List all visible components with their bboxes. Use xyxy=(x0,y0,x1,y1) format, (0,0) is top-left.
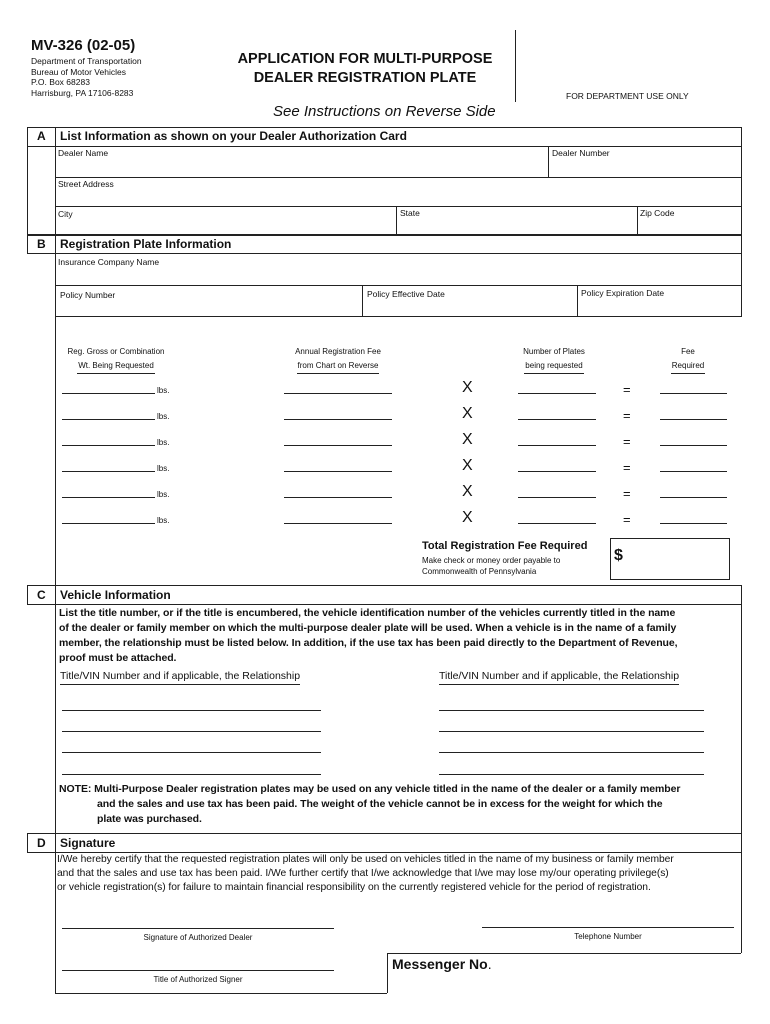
insurance-company-field[interactable] xyxy=(56,255,741,284)
policy-expiration-field[interactable] xyxy=(578,286,741,315)
section-d-divider xyxy=(55,833,56,993)
multiply-sign: X xyxy=(462,457,473,474)
equals-sign: = xyxy=(623,408,631,423)
annual-fee-input[interactable] xyxy=(284,471,392,472)
plates-input[interactable] xyxy=(518,497,596,498)
right-border xyxy=(741,605,742,834)
signer-title-line[interactable] xyxy=(62,970,334,971)
street-address-field[interactable] xyxy=(56,178,741,206)
section-d-title: Signature xyxy=(60,836,116,850)
plates-column-header xyxy=(506,345,602,374)
cert-line: or vehicle registration(s) for failure to maintain financial responsibility on the currently registered vehicle for the period of registration. xyxy=(57,882,651,893)
dealer-signature-line[interactable] xyxy=(62,928,334,929)
dept-line: Department of Transportation xyxy=(31,56,142,66)
fee-required-input[interactable] xyxy=(660,471,727,472)
policy-expiration-label: Policy Expiration Date xyxy=(581,288,665,298)
fee-required-input[interactable] xyxy=(660,445,727,446)
instruction-line: proof must be attached. xyxy=(59,652,177,664)
equals-sign: = xyxy=(623,460,631,475)
multiply-sign: X xyxy=(462,483,473,500)
department-use-label: FOR DEPARTMENT USE ONLY xyxy=(566,91,689,101)
title-vin-label-right: Title/VIN Number and if applicable, the Relationship xyxy=(439,670,679,685)
section-b-letter: B xyxy=(37,237,46,251)
fee-header-line1: Fee xyxy=(681,347,695,356)
section-c-divider xyxy=(55,585,56,834)
lbs-label: lbs. xyxy=(157,386,170,395)
policy-number-field[interactable] xyxy=(56,286,361,315)
title-vin-line-right[interactable] xyxy=(439,774,704,775)
form-title-line2: DEALER REGISTRATION PLATE xyxy=(253,70,477,86)
payable-line1: Make check or money order payable to xyxy=(422,556,561,565)
messenger-number-field[interactable] xyxy=(500,955,740,991)
note-line: and the sales and use tax has been paid. The weight of the vehicle cannot be in excess for the weight for which the xyxy=(97,798,663,810)
annual-fee-header-line1: Annual Registration Fee xyxy=(295,347,381,356)
messenger-text: Messenger No xyxy=(392,956,488,972)
instruction-line: of the dealer or family member on which the multi-purpose dealer plate will be used. When a vehicle is in the name of a family xyxy=(59,622,677,634)
section-c-title: Vehicle Information xyxy=(60,588,171,602)
city-label: City xyxy=(58,209,73,219)
fee-required-input[interactable] xyxy=(660,419,727,420)
title-vin-label-left: Title/VIN Number and if applicable, the Relationship xyxy=(60,670,300,685)
equals-sign: = xyxy=(623,382,631,397)
lbs-label: lbs. xyxy=(157,412,170,421)
section-d-header-frame xyxy=(27,833,742,853)
annual-fee-header-line2: from Chart on Reverse xyxy=(297,359,380,374)
dealer-name-field[interactable] xyxy=(56,147,547,177)
weight-input[interactable] xyxy=(62,393,155,394)
cert-line: and that the sales and use tax has been paid. I/We further certify that I/we acknowledge that I/we may lose my/our operating privilege(s) xyxy=(57,868,669,879)
bottom-rule xyxy=(55,993,387,994)
instruction-line: List the title number, or if the title is encumbered, the vehicle identification number of the vehicles currently titled in the name xyxy=(59,607,676,619)
header-divider xyxy=(515,30,516,102)
weight-input[interactable] xyxy=(62,523,155,524)
annual-fee-input[interactable] xyxy=(284,497,392,498)
instruction-line: member, the relationship must be listed below. In addition, if the use tax has been paid directly to the Department of Revenue, xyxy=(59,637,678,649)
policy-number-label: Policy Number xyxy=(60,290,116,300)
plates-input[interactable] xyxy=(518,393,596,394)
department-address xyxy=(31,56,142,98)
title-vin-line-left[interactable] xyxy=(62,774,321,775)
plates-header-line2: being requested xyxy=(524,359,583,374)
telephone-line[interactable] xyxy=(482,927,734,928)
section-d-letter: D xyxy=(37,836,46,850)
multiply-sign: X xyxy=(462,379,473,396)
multiply-sign: X xyxy=(462,509,473,526)
plates-input[interactable] xyxy=(518,471,596,472)
title-vin-line-left[interactable] xyxy=(62,731,321,732)
section-a-title: List Information as shown on your Dealer Authorization Card xyxy=(60,129,407,143)
weight-input[interactable] xyxy=(62,497,155,498)
lbs-label: lbs. xyxy=(157,490,170,499)
messenger-number-label xyxy=(392,956,492,972)
weight-header-line1: Reg. Gross or Combination xyxy=(67,347,165,356)
messenger-top-rule xyxy=(387,953,741,954)
fee-required-input[interactable] xyxy=(660,393,727,394)
policy-effective-label: Policy Effective Date xyxy=(367,289,445,299)
messenger-dot: . xyxy=(487,956,492,972)
title-vin-line-right[interactable] xyxy=(439,752,704,753)
street-address-label: Street Address xyxy=(58,179,114,189)
right-border xyxy=(741,285,742,316)
section-b-title: Registration Plate Information xyxy=(60,237,232,251)
form-number: MV-326 (02-05) xyxy=(31,37,136,54)
weight-input[interactable] xyxy=(62,471,155,472)
payable-note xyxy=(422,555,560,577)
weight-input[interactable] xyxy=(62,445,155,446)
zip-code-field[interactable] xyxy=(638,207,741,235)
note-line: NOTE: Multi-Purpose Dealer registration plates may be used on any vehicle titled in the name of the dealer or a family member xyxy=(59,783,681,795)
note-line: plate was purchased. xyxy=(97,813,202,825)
fee-required-column-header xyxy=(655,345,721,374)
section-c-letter: C xyxy=(37,588,46,602)
payable-line2: Commonwealth of Pennsylvania xyxy=(422,567,537,576)
title-vin-line-left[interactable] xyxy=(62,710,321,711)
equals-sign: = xyxy=(623,512,631,527)
lbs-label: lbs. xyxy=(157,438,170,447)
zip-code-label: Zip Code xyxy=(640,208,675,218)
dealer-number-label: Dealer Number xyxy=(552,148,610,158)
note-paragraph xyxy=(59,782,741,827)
policy-effective-field[interactable] xyxy=(363,286,576,315)
right-border xyxy=(741,254,742,285)
dept-line: P.O. Box 68283 xyxy=(31,77,90,87)
multiply-sign: X xyxy=(462,431,473,448)
row-rule xyxy=(55,316,742,317)
right-border xyxy=(741,853,742,953)
multiply-sign: X xyxy=(462,405,473,422)
section-a-letter: A xyxy=(37,129,46,143)
fee-header-line2: Required xyxy=(671,359,705,374)
messenger-divider xyxy=(387,953,388,993)
annual-fee-input[interactable] xyxy=(284,445,392,446)
dealer-number-field[interactable] xyxy=(549,147,741,177)
fee-required-input[interactable] xyxy=(660,523,727,524)
fee-required-input[interactable] xyxy=(660,497,727,498)
vehicle-instructions xyxy=(59,606,741,666)
total-fee-label: Total Registration Fee Required xyxy=(422,540,588,552)
annual-fee-input[interactable] xyxy=(284,523,392,524)
city-field[interactable] xyxy=(56,207,395,235)
plates-input[interactable] xyxy=(518,523,596,524)
equals-sign: = xyxy=(623,486,631,501)
certification-text xyxy=(57,853,741,895)
annual-fee-column-header xyxy=(278,345,398,374)
annual-fee-input[interactable] xyxy=(284,393,392,394)
signer-title-label: Title of Authorized Signer xyxy=(153,975,243,984)
dollar-sign: $ xyxy=(614,547,623,564)
instructions-note: See Instructions on Reverse Side xyxy=(273,103,496,120)
dept-line: Bureau of Motor Vehicles xyxy=(31,66,126,77)
dealer-name-label: Dealer Name xyxy=(58,148,109,158)
annual-fee-input[interactable] xyxy=(284,419,392,420)
dealer-signature-label: Signature of Authorized Dealer xyxy=(143,933,253,942)
title-vin-line-right[interactable] xyxy=(439,710,704,711)
weight-column-header xyxy=(60,345,172,374)
total-fee-box[interactable] xyxy=(610,538,730,580)
title-vin-line-left[interactable] xyxy=(62,752,321,753)
state-field[interactable] xyxy=(397,207,636,235)
insurance-company-label: Insurance Company Name xyxy=(58,257,160,267)
plates-input[interactable] xyxy=(518,419,596,420)
plates-input[interactable] xyxy=(518,445,596,446)
state-label: State xyxy=(400,208,420,218)
form-title-line1: APPLICATION FOR MULTI-PURPOSE xyxy=(237,51,493,67)
lbs-label: lbs. xyxy=(157,464,170,473)
dept-line: Harrisburg, PA 17106-8283 xyxy=(31,87,134,98)
equals-sign: = xyxy=(623,434,631,449)
cert-line: I/We hereby certify that the requested registration plates will only be used on vehicles titled in the name of my business or family member xyxy=(57,854,674,865)
title-vin-line-right[interactable] xyxy=(439,731,704,732)
lbs-label: lbs. xyxy=(157,516,170,525)
plates-header-line1: Number of Plates xyxy=(523,347,585,356)
form-title xyxy=(215,50,515,88)
weight-header-line2: Wt. Being Requested xyxy=(77,359,155,374)
weight-input[interactable] xyxy=(62,419,155,420)
telephone-label: Telephone Number xyxy=(574,932,642,941)
